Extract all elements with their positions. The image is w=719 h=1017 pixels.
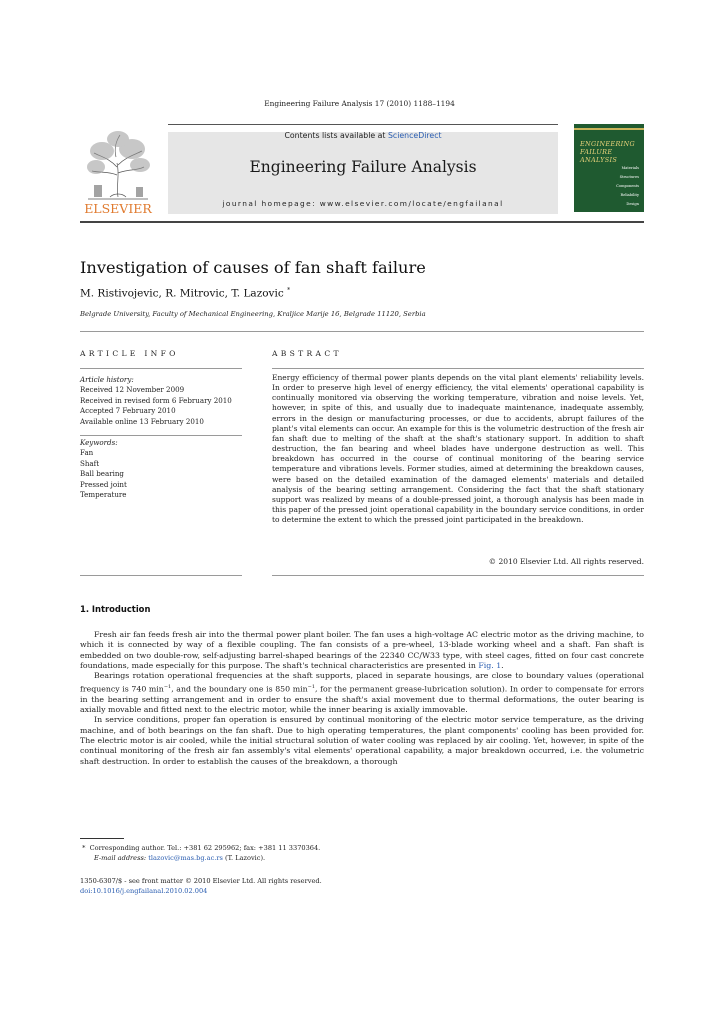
abstract-text: Energy efficiency of thermal power plants depends on the vital plant elements' reliability levels. In order to preserve high level of energy efficiency, the vital elements' operational capability is continually monitored via observing the working temperature, vibration and noise levels. Yet, however, in spite of this, and usually due to inadequate maintenance, inadequate assembly, errors in the design or manufacturing processes, or due to accidents, abrupt failures of the plant's vital elements can occur. An example for this is the volumetric destruction of the fresh air fan shaft due to melting of the shaft at the shaft's stationary support. In addition to shaft destruction, the fan bearing and wheel blades have undergone destruction as well. This breakdown has occurred in the course of continual monitoring of the bearing service temperature and vibrations levels. Former studies, aimed at determining the breakdown causes, were based on the detailed examination of the damaged elements' materials and detailed analysis of the bearing setting arrangement. Considering the fact that the shaft stationary support was realized by means of a double-pressed joint, a thorough analysis has been made in this paper of the pressed joint operational capability in the boundary service conditions, in order to determine the extent to which the pressed joint participated in the breakdown. bbox=[272, 373, 644, 525]
corresponding-author-mark[interactable]: * bbox=[287, 287, 291, 294]
intro-paragraph-1: Fresh air fan feeds fresh air into the thermal power plant boiler. The fan uses a high-voltage AC electric motor as the driving machine, to which it is connected by way of a flexible coupling. The fan consists of a pre-wheel, 13-blade working wheel and a shaft. Fan shaft is embedded on two double-row, self-adjusting barrel-shaped bearings of the 22340 CC/W33 type, with steel cages, fitted on four cast concrete foundations, made especially for this purpose. The shaft's technical characteristics are presented in Fig. 1. bbox=[80, 630, 644, 671]
abstract-rule-bottom bbox=[272, 575, 644, 576]
front-matter bbox=[80, 876, 480, 896]
corresponding-author-note: * Corresponding author. Tel.: +381 62 295962; fax: +381 11 3370364. bbox=[82, 844, 321, 852]
article-history bbox=[80, 375, 242, 427]
keyword: Pressed joint bbox=[80, 479, 127, 489]
contents-line bbox=[168, 131, 558, 140]
intro-paragraph-2: Bearings rotation operational frequencies at the shaft supports, placed in separate housings, are close to boundary values (operational frequency is 740 $\min^{-1}$, and the boundary one is 850 $\min^{-1}$, for the permanent grease-lubrication solution). In order to compensate for errors in the bearing setting arrangement and in order to ensure the shaft's axial movement due to thermal deformations, the outer bearing is axially movable and fitted next to the electric motor, while the inner bearing is axially immovable. bbox=[80, 671, 644, 714]
cover-subject: Reliability bbox=[620, 193, 639, 197]
cover-subject: Materials bbox=[621, 166, 639, 170]
sciencedirect-link[interactable]: ScienceDirect bbox=[387, 131, 442, 140]
article-title: Investigation of causes of fan shaft failure bbox=[80, 258, 426, 277]
keywords-label: Keywords: bbox=[80, 438, 118, 447]
article-info-heading: ARTICLE INFO bbox=[80, 349, 179, 358]
contents-prefix: Contents lists available at bbox=[284, 131, 388, 140]
header-bottom-rule bbox=[80, 221, 644, 223]
cover-subject: Structures bbox=[619, 175, 639, 179]
author-list: M. Ristivojevic, R. Mitrovic, T. Lazovic bbox=[80, 287, 284, 300]
history-received: Received 12 November 2009 bbox=[80, 385, 185, 395]
journal-homepage[interactable]: journal homepage: www.elsevier.com/locate/engfailanal bbox=[222, 199, 504, 208]
introduction-heading: 1. Introduction bbox=[80, 604, 151, 614]
abstract-heading: ABSTRACT bbox=[272, 349, 342, 358]
header-top-rule bbox=[168, 124, 558, 125]
journal-title: Engineering Failure Analysis bbox=[249, 158, 477, 176]
info-rule-mid bbox=[80, 435, 242, 436]
keyword: Shaft bbox=[80, 458, 100, 468]
affiliation: Belgrade University, Faculty of Mechanical Engineering, Kraljice Marije 16, Belgrade 11120, Serbia bbox=[80, 310, 426, 318]
journal-reference: Engineering Failure Analysis 17 (2010) 1188–1194 bbox=[264, 99, 455, 108]
intro-paragraph-3: In service conditions, proper fan operation is ensured by continual monitoring of the electric motor service temperature, as the driving machine, and of both bearings on the fan shaft. Due to high operating temperatures, the plant components' cooling has been provided for. The electric motor is air cooled, while the initial structural solution of water cooling was replaced by air cooling. Yet, however, in spite of the continual monitoring of the fresh air fan assembly's vital elements' operational capability, a major breakdown occurred, i.e. the volumetric shaft destruction. In order to establish the causes of the breakdown, a thorough bbox=[80, 715, 644, 766]
figure-1-link[interactable]: Fig. 1 bbox=[478, 661, 502, 671]
cover-subject: Design bbox=[626, 202, 639, 206]
email-link[interactable]: tlazovic@mas.bg.ac.rs bbox=[148, 854, 223, 863]
cover-title: ENGINEERING FAILURE ANALYSIS bbox=[580, 140, 636, 164]
journal-cover bbox=[574, 124, 644, 212]
title-rule bbox=[80, 331, 644, 332]
keyword: Ball bearing bbox=[80, 469, 124, 479]
history-label: Article history: bbox=[80, 375, 134, 384]
elsevier-wordmark: ELSEVIER bbox=[84, 201, 152, 215]
keywords bbox=[80, 438, 242, 500]
keyword: Fan bbox=[80, 448, 94, 458]
abstract-rule-top bbox=[272, 368, 644, 369]
keyword: Temperature bbox=[80, 490, 127, 500]
elsevier-tree-logo bbox=[80, 127, 156, 215]
history-revised: Received in revised form 6 February 2010 bbox=[80, 395, 232, 405]
abstract-copyright: © 2010 Elsevier Ltd. All rights reserved. bbox=[488, 557, 644, 566]
info-rule-top bbox=[80, 368, 242, 369]
issn-line: 1350-6307/$ - see front matter © 2010 Elsevier Ltd. All rights reserved. bbox=[80, 877, 322, 885]
footnote bbox=[80, 843, 480, 863]
email-line: E-mail address: tlazovic@mas.bg.ac.rs (T. Lazovic). bbox=[94, 854, 266, 863]
footnote-rule bbox=[80, 838, 124, 839]
cover-subject: Components bbox=[616, 184, 639, 188]
history-online: Available online 13 February 2010 bbox=[80, 416, 204, 426]
info-rule-bottom bbox=[80, 575, 242, 576]
history-accepted: Accepted 7 February 2010 bbox=[80, 406, 176, 416]
authors bbox=[80, 287, 290, 300]
doi-link[interactable]: doi:10.1016/j.engfailanal.2010.02.004 bbox=[80, 887, 208, 895]
cover-stripe bbox=[574, 128, 644, 130]
introduction-body bbox=[80, 630, 644, 767]
